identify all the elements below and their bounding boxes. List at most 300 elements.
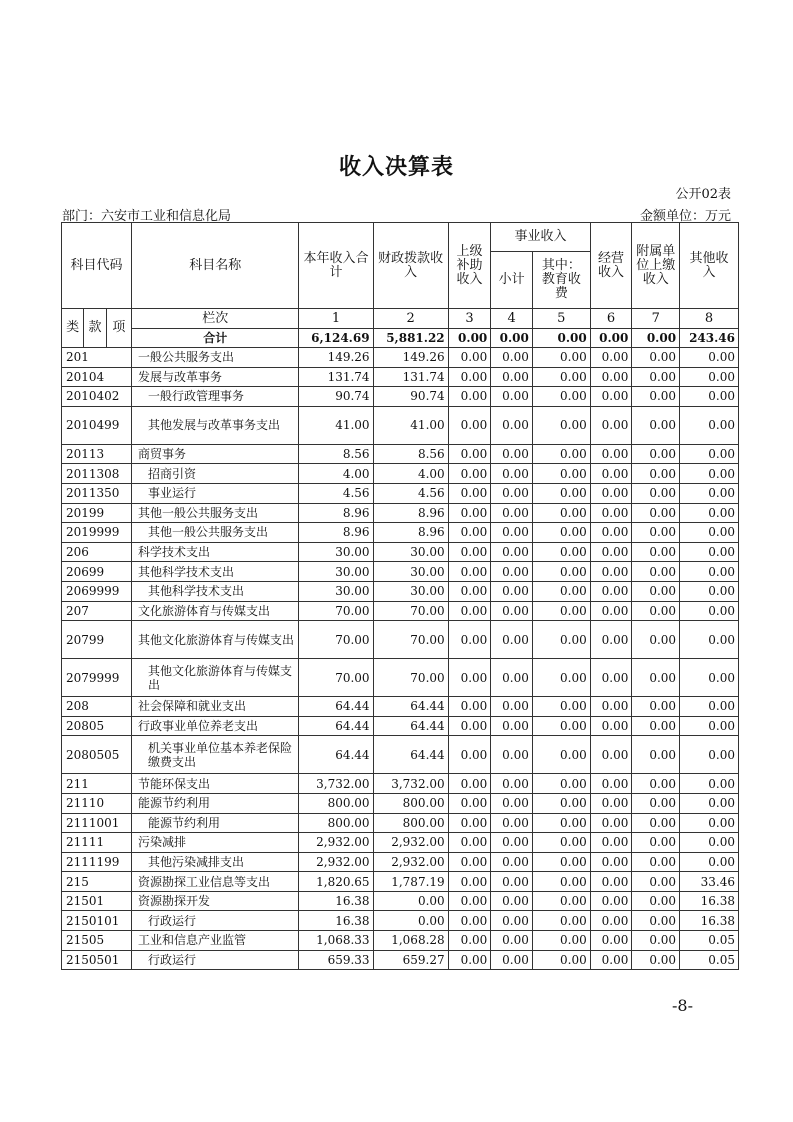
amount-cell: 0.00: [680, 621, 739, 659]
amount-cell: 0.00: [448, 464, 491, 484]
amount-cell: 0.00: [448, 659, 491, 697]
subject-name-cell: 行政事业单位养老支出: [132, 716, 299, 736]
amount-cell: 0.00: [590, 483, 632, 503]
amount-cell: 0.05: [680, 950, 739, 970]
amount-cell: 1,068.28: [373, 931, 448, 951]
amount-cell: 64.44: [299, 697, 373, 717]
table-row: [62, 367, 739, 387]
amount-cell: 0.00: [491, 562, 533, 582]
amount-cell: 0.00: [532, 444, 590, 464]
amount-cell: 4.00: [299, 464, 373, 484]
amount-cell: 0.00: [680, 562, 739, 582]
amount-cell: 0.00: [491, 774, 533, 794]
table-row: [62, 562, 739, 582]
table-row: [62, 931, 739, 951]
amount-cell: 8.56: [373, 444, 448, 464]
table-row: [62, 464, 739, 484]
amount-cell: 30.00: [373, 542, 448, 562]
table-row: [62, 813, 739, 833]
amount-cell: 0.00: [532, 931, 590, 951]
amount-cell: 0.00: [373, 911, 448, 931]
table-row: [62, 891, 739, 911]
subject-code-cell: 20113: [62, 444, 132, 464]
amount-cell: 30.00: [373, 581, 448, 601]
header-operating: 经营收入: [590, 223, 632, 309]
amount-cell: 70.00: [373, 621, 448, 659]
table-row: [62, 406, 739, 444]
amount-cell: 131.74: [373, 367, 448, 387]
amount-cell: 30.00: [299, 542, 373, 562]
amount-cell: 0.00: [532, 523, 590, 543]
amount-cell: 0.00: [680, 523, 739, 543]
subject-name-cell: 其他科学技术支出: [132, 562, 299, 582]
table-row: [62, 444, 739, 464]
total-value: 0.00: [491, 329, 533, 348]
amount-cell: 0.00: [448, 911, 491, 931]
col-number: 6: [590, 309, 632, 329]
subject-name-cell: 招商引资: [132, 464, 299, 484]
amount-cell: 0.00: [448, 387, 491, 407]
amount-cell: 0.00: [448, 406, 491, 444]
amount-cell: 0.00: [590, 659, 632, 697]
header-superior-subsidy: 上级补助收入: [448, 223, 491, 309]
amount-cell: 0.00: [680, 659, 739, 697]
amount-cell: 0.00: [532, 833, 590, 853]
amount-cell: 0.00: [590, 406, 632, 444]
total-value: 0.00: [590, 329, 632, 348]
table-row: [62, 716, 739, 736]
amount-cell: 0.00: [532, 483, 590, 503]
amount-cell: 0.00: [632, 387, 680, 407]
amount-cell: 659.33: [299, 950, 373, 970]
subject-name-cell: 发展与改革事务: [132, 367, 299, 387]
amount-cell: 0.00: [448, 367, 491, 387]
amount-cell: 0.00: [680, 793, 739, 813]
amount-cell: 0.00: [632, 950, 680, 970]
amount-cell: 800.00: [373, 813, 448, 833]
amount-cell: 2,932.00: [299, 833, 373, 853]
amount-cell: 4.56: [373, 483, 448, 503]
amount-cell: 64.44: [373, 716, 448, 736]
table-row: [62, 542, 739, 562]
table-row: [62, 872, 739, 892]
header-affiliated: 附属单位上缴收入: [632, 223, 680, 309]
amount-cell: 0.00: [491, 464, 533, 484]
amount-cell: 0.00: [491, 813, 533, 833]
amount-cell: 0.00: [590, 601, 632, 621]
amount-cell: 0.00: [632, 736, 680, 774]
amount-cell: 0.00: [632, 406, 680, 444]
amount-cell: 0.00: [532, 621, 590, 659]
amount-cell: 0.00: [532, 562, 590, 582]
amount-cell: 0.00: [680, 601, 739, 621]
subject-code-cell: 207: [62, 601, 132, 621]
table-row: [62, 697, 739, 717]
subject-code-cell: 21501: [62, 891, 132, 911]
amount-cell: 30.00: [299, 562, 373, 582]
amount-cell: 0.00: [491, 697, 533, 717]
table-row: [62, 581, 739, 601]
header-kuan: 款: [84, 309, 106, 348]
amount-cell: 0.00: [448, 833, 491, 853]
amount-cell: 0.00: [532, 542, 590, 562]
amount-cell: 0.00: [491, 872, 533, 892]
amount-cell: 0.00: [590, 891, 632, 911]
header-education-fee: 其中：教育收费: [532, 252, 590, 309]
amount-cell: 0.00: [491, 911, 533, 931]
amount-cell: 0.00: [590, 716, 632, 736]
amount-cell: 0.00: [532, 581, 590, 601]
amount-cell: 4.00: [373, 464, 448, 484]
amount-cell: 0.00: [680, 542, 739, 562]
header-lei: 类: [62, 309, 84, 348]
amount-cell: 0.00: [632, 793, 680, 813]
subject-name-cell: 节能环保支出: [132, 774, 299, 794]
header-xiang: 项: [106, 309, 131, 348]
amount-cell: 0.00: [448, 483, 491, 503]
amount-cell: 70.00: [299, 659, 373, 697]
amount-cell: 8.96: [299, 523, 373, 543]
amount-cell: 0.00: [632, 833, 680, 853]
amount-cell: 1,787.19: [373, 872, 448, 892]
amount-cell: 800.00: [299, 813, 373, 833]
amount-cell: 0.00: [590, 852, 632, 872]
amount-cell: 8.96: [373, 503, 448, 523]
amount-cell: 0.00: [590, 621, 632, 659]
amount-cell: 131.74: [299, 367, 373, 387]
subject-name-cell: 商贸事务: [132, 444, 299, 464]
amount-cell: 0.00: [680, 464, 739, 484]
amount-cell: 3,732.00: [299, 774, 373, 794]
amount-cell: 0.00: [632, 562, 680, 582]
amount-cell: 0.00: [491, 367, 533, 387]
amount-cell: 0.00: [532, 387, 590, 407]
department-label: 部门：六安市工业和信息化局: [62, 209, 232, 224]
amount-cell: 0.00: [491, 523, 533, 543]
amount-cell: 0.00: [448, 774, 491, 794]
subject-name-cell: 工业和信息产业监管: [132, 931, 299, 951]
unit-label: 金额单位：万元: [639, 209, 731, 224]
amount-cell: 0.00: [680, 833, 739, 853]
amount-cell: 0.00: [632, 444, 680, 464]
amount-cell: 0.00: [448, 581, 491, 601]
amount-cell: 70.00: [299, 621, 373, 659]
amount-cell: 0.00: [632, 601, 680, 621]
amount-cell: 0.00: [448, 950, 491, 970]
amount-cell: 0.00: [491, 444, 533, 464]
amount-cell: 0.00: [532, 736, 590, 774]
amount-cell: 659.27: [373, 950, 448, 970]
table-row: [62, 348, 739, 368]
header-subject-name: 科目名称: [132, 223, 299, 309]
page-title: 收入决算表: [338, 155, 454, 180]
subject-name-cell: 其他文化旅游体育与传媒支出: [132, 621, 299, 659]
header-total-income: 本年收入合计: [299, 223, 373, 309]
amount-cell: 0.00: [632, 503, 680, 523]
subject-name-cell: 其他一般公共服务支出: [132, 503, 299, 523]
subject-code-cell: 2011350: [62, 483, 132, 503]
amount-cell: 70.00: [373, 659, 448, 697]
amount-cell: 0.00: [491, 950, 533, 970]
subject-code-cell: 206: [62, 542, 132, 562]
amount-cell: 0.00: [448, 852, 491, 872]
subject-name-cell: 一般行政管理事务: [132, 387, 299, 407]
amount-cell: 90.74: [373, 387, 448, 407]
total-value: 0.00: [632, 329, 680, 348]
total-value: 0.00: [448, 329, 491, 348]
row-index-label: 栏次: [132, 309, 299, 329]
amount-cell: 0.00: [632, 852, 680, 872]
amount-cell: 1,820.65: [299, 872, 373, 892]
amount-cell: 0.00: [448, 697, 491, 717]
income-table: [61, 222, 739, 970]
amount-cell: 0.00: [590, 503, 632, 523]
total-value: 5,881.22: [373, 329, 448, 348]
table-row: [62, 621, 739, 659]
amount-cell: 0.00: [532, 911, 590, 931]
amount-cell: 0.00: [491, 659, 533, 697]
amount-cell: 0.00: [590, 367, 632, 387]
amount-cell: 0.00: [632, 716, 680, 736]
amount-cell: 0.00: [632, 621, 680, 659]
subject-name-cell: 行政运行: [132, 950, 299, 970]
amount-cell: 149.26: [373, 348, 448, 368]
subject-code-cell: 21505: [62, 931, 132, 951]
table-row: [62, 852, 739, 872]
amount-cell: 0.00: [590, 950, 632, 970]
subject-code-cell: 2011308: [62, 464, 132, 484]
amount-cell: 0.00: [680, 697, 739, 717]
subject-name-cell: 科学技术支出: [132, 542, 299, 562]
amount-cell: 0.00: [448, 813, 491, 833]
subject-code-cell: 20699: [62, 562, 132, 582]
subject-name-cell: 其他污染减排支出: [132, 852, 299, 872]
amount-cell: 0.00: [590, 542, 632, 562]
subject-name-cell: 文化旅游体育与传媒支出: [132, 601, 299, 621]
subject-code-cell: 20104: [62, 367, 132, 387]
table-body: [62, 348, 739, 970]
amount-cell: 8.56: [299, 444, 373, 464]
amount-cell: 0.00: [491, 716, 533, 736]
subject-code-cell: 2111001: [62, 813, 132, 833]
amount-cell: 0.00: [532, 348, 590, 368]
subject-code-cell: 2080505: [62, 736, 132, 774]
amount-cell: 0.00: [448, 872, 491, 892]
amount-cell: 0.00: [532, 367, 590, 387]
table-row: [62, 387, 739, 407]
subject-code-cell: 201: [62, 348, 132, 368]
amount-cell: 33.46: [680, 872, 739, 892]
amount-cell: 0.00: [590, 931, 632, 951]
amount-cell: 8.96: [299, 503, 373, 523]
amount-cell: 0.00: [632, 891, 680, 911]
amount-cell: 0.00: [448, 621, 491, 659]
amount-cell: 0.00: [532, 464, 590, 484]
amount-cell: 0.00: [680, 503, 739, 523]
amount-cell: 0.00: [590, 736, 632, 774]
amount-cell: 0.00: [680, 774, 739, 794]
subject-code-cell: 20199: [62, 503, 132, 523]
amount-cell: 0.00: [532, 716, 590, 736]
amount-cell: 0.00: [590, 911, 632, 931]
amount-cell: 2,932.00: [373, 833, 448, 853]
amount-cell: 0.00: [491, 852, 533, 872]
table-row: [62, 523, 739, 543]
subject-name-cell: 其他一般公共服务支出: [132, 523, 299, 543]
amount-cell: 0.00: [590, 387, 632, 407]
amount-cell: 0.00: [491, 833, 533, 853]
amount-cell: 0.00: [590, 523, 632, 543]
amount-cell: 0.00: [632, 542, 680, 562]
amount-cell: 0.00: [532, 872, 590, 892]
amount-cell: 0.00: [632, 872, 680, 892]
amount-cell: 0.00: [590, 464, 632, 484]
amount-cell: 0.00: [590, 444, 632, 464]
subject-name-cell: 其他科学技术支出: [132, 581, 299, 601]
subject-code-cell: 208: [62, 697, 132, 717]
amount-cell: 0.00: [632, 581, 680, 601]
amount-cell: 0.00: [632, 697, 680, 717]
amount-cell: 41.00: [299, 406, 373, 444]
amount-cell: 70.00: [299, 601, 373, 621]
subject-name-cell: 污染减排: [132, 833, 299, 853]
amount-cell: 0.00: [532, 813, 590, 833]
header-subject-code: 科目代码: [62, 223, 132, 309]
amount-cell: 0.00: [532, 601, 590, 621]
subject-name-cell: 其他文化旅游体育与传媒支出: [132, 659, 299, 697]
amount-cell: 2,932.00: [299, 852, 373, 872]
amount-cell: 0.00: [680, 348, 739, 368]
amount-cell: 0.00: [632, 659, 680, 697]
subject-name-cell: 能源节约利用: [132, 813, 299, 833]
amount-cell: 0.00: [491, 891, 533, 911]
subject-code-cell: 2019999: [62, 523, 132, 543]
subject-code-cell: 20799: [62, 621, 132, 659]
amount-cell: 0.00: [680, 444, 739, 464]
table-row: [62, 503, 739, 523]
amount-cell: 0.00: [448, 444, 491, 464]
subject-code-cell: 21111: [62, 833, 132, 853]
amount-cell: 0.00: [590, 697, 632, 717]
amount-cell: 16.38: [680, 911, 739, 931]
subject-code-cell: 2010402: [62, 387, 132, 407]
amount-cell: 0.00: [491, 387, 533, 407]
col-number: 5: [532, 309, 590, 329]
table-row: [62, 833, 739, 853]
table-row: [62, 483, 739, 503]
total-value: 6,124.69: [299, 329, 373, 348]
amount-cell: 0.05: [680, 931, 739, 951]
amount-cell: 4.56: [299, 483, 373, 503]
amount-cell: 16.38: [299, 891, 373, 911]
amount-cell: 0.00: [680, 367, 739, 387]
amount-cell: 0.00: [590, 348, 632, 368]
subject-code-cell: 211: [62, 774, 132, 794]
col-number: 2: [373, 309, 448, 329]
amount-cell: 0.00: [632, 464, 680, 484]
amount-cell: 0.00: [448, 891, 491, 911]
amount-cell: 3,732.00: [373, 774, 448, 794]
subject-name-cell: 行政运行: [132, 911, 299, 931]
subject-name-cell: 机关事业单位基本养老保险缴费支出: [132, 736, 299, 774]
table-row: [62, 950, 739, 970]
table-row: [62, 911, 739, 931]
table-row: [62, 793, 739, 813]
amount-cell: 0.00: [680, 716, 739, 736]
amount-cell: 0.00: [632, 774, 680, 794]
total-row: [62, 329, 739, 348]
amount-cell: 0.00: [532, 950, 590, 970]
table-row: [62, 774, 739, 794]
amount-cell: 800.00: [373, 793, 448, 813]
amount-cell: 0.00: [680, 581, 739, 601]
amount-cell: 0.00: [680, 736, 739, 774]
amount-cell: 0.00: [448, 793, 491, 813]
header-business-income: 事业收入: [491, 223, 590, 252]
amount-cell: 0.00: [491, 348, 533, 368]
subject-code-cell: 2150101: [62, 911, 132, 931]
amount-cell: 0.00: [632, 348, 680, 368]
amount-cell: 0.00: [532, 891, 590, 911]
amount-cell: 0.00: [532, 406, 590, 444]
amount-cell: 0.00: [680, 483, 739, 503]
header-fiscal: 财政拨款收入: [373, 223, 448, 309]
amount-cell: 0.00: [532, 503, 590, 523]
amount-cell: 0.00: [448, 503, 491, 523]
amount-cell: 0.00: [491, 542, 533, 562]
amount-cell: 0.00: [590, 813, 632, 833]
amount-cell: 41.00: [373, 406, 448, 444]
amount-cell: 16.38: [680, 891, 739, 911]
amount-cell: 0.00: [680, 406, 739, 444]
amount-cell: 0.00: [491, 483, 533, 503]
subject-code-cell: 2079999: [62, 659, 132, 697]
total-value: 243.46: [680, 329, 739, 348]
amount-cell: 16.38: [299, 911, 373, 931]
subject-code-cell: 2010499: [62, 406, 132, 444]
amount-cell: 1,068.33: [299, 931, 373, 951]
amount-cell: 0.00: [448, 562, 491, 582]
amount-cell: 0.00: [491, 736, 533, 774]
amount-cell: 0.00: [532, 659, 590, 697]
amount-cell: 0.00: [590, 774, 632, 794]
amount-cell: 149.26: [299, 348, 373, 368]
amount-cell: 0.00: [491, 793, 533, 813]
subject-code-cell: 21110: [62, 793, 132, 813]
subject-code-cell: 20805: [62, 716, 132, 736]
col-number: 4: [491, 309, 533, 329]
amount-cell: 0.00: [491, 406, 533, 444]
subject-name-cell: 资源勘探开发: [132, 891, 299, 911]
amount-cell: 64.44: [299, 716, 373, 736]
col-number: 7: [632, 309, 680, 329]
amount-cell: 0.00: [532, 774, 590, 794]
page-number: -8-: [672, 996, 693, 1015]
amount-cell: 0.00: [532, 697, 590, 717]
table-row: [62, 601, 739, 621]
amount-cell: 0.00: [448, 601, 491, 621]
amount-cell: 64.44: [373, 697, 448, 717]
subject-code-cell: 2111199: [62, 852, 132, 872]
subject-code-cell: 215: [62, 872, 132, 892]
amount-cell: 8.96: [373, 523, 448, 543]
amount-cell: 0.00: [448, 523, 491, 543]
amount-cell: 2,932.00: [373, 852, 448, 872]
amount-cell: 0.00: [373, 891, 448, 911]
subject-name-cell: 事业运行: [132, 483, 299, 503]
amount-cell: 0.00: [632, 911, 680, 931]
subject-name-cell: 能源节约利用: [132, 793, 299, 813]
